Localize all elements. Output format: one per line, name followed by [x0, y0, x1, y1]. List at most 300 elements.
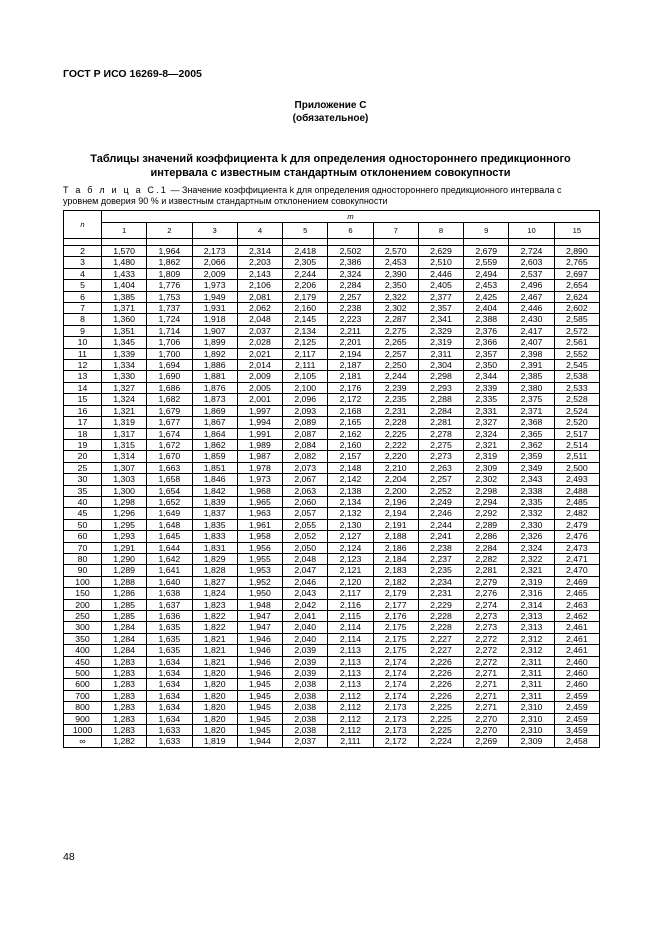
- table-cell: 1,833: [192, 531, 237, 542]
- table-cell: 1,672: [147, 439, 192, 450]
- table-cell: 2,890: [554, 246, 599, 257]
- table-cell: 1,288: [102, 576, 147, 587]
- table-cell: 1,385: [102, 291, 147, 302]
- table-cell: 2,138: [328, 485, 373, 496]
- table-cell: 2,288: [418, 394, 463, 405]
- table-cell: 2,344: [464, 371, 509, 382]
- column-header-m-7: 7: [373, 223, 418, 239]
- table-cell: 1,682: [147, 394, 192, 405]
- table-cell: 1,824: [192, 588, 237, 599]
- table-cell: 1,831: [192, 542, 237, 553]
- table-cell: 1,645: [147, 531, 192, 542]
- table-cell: 1,864: [192, 428, 237, 439]
- table-row: [64, 645, 600, 656]
- table-cell: 1,283: [102, 702, 147, 713]
- table-cell: 1,679: [147, 405, 192, 416]
- table-cell: 2,225: [418, 725, 463, 736]
- table-cell: 2,239: [373, 382, 418, 393]
- table-cell: 1,296: [102, 508, 147, 519]
- table-cell: 2,257: [328, 291, 373, 302]
- table-cell: 2,173: [192, 246, 237, 257]
- table-cell: 2,533: [554, 382, 599, 393]
- table-cell: 2,561: [554, 337, 599, 348]
- table-cell: 1,820: [192, 690, 237, 701]
- table-cell: 2,271: [464, 679, 509, 690]
- table-cell: 2,316: [509, 588, 554, 599]
- table-cell: 1,899: [192, 337, 237, 348]
- table-cell: 2,046: [283, 576, 328, 587]
- row-label-n: 45: [64, 508, 102, 519]
- table-cell: 2,314: [237, 246, 282, 257]
- table-row: [64, 417, 600, 428]
- table-cell: 2,404: [464, 303, 509, 314]
- table-cell: 2,473: [554, 542, 599, 553]
- table-cell: 2,037: [237, 325, 282, 336]
- table-cell: 1,947: [237, 622, 282, 633]
- table-cell: 1,776: [147, 280, 192, 291]
- table-cell: 1,876: [192, 382, 237, 393]
- table-cell: 1,965: [237, 496, 282, 507]
- table-cell: 1,842: [192, 485, 237, 496]
- table-cell: 2,112: [328, 702, 373, 713]
- table-cell: 2,200: [373, 485, 418, 496]
- table-cell: 2,273: [464, 611, 509, 622]
- row-label-n: 19: [64, 439, 102, 450]
- table-cell: 2,043: [283, 588, 328, 599]
- table-cell: 2,380: [509, 382, 554, 393]
- table-cell: 2,120: [328, 576, 373, 587]
- table-cell: 2,172: [373, 736, 418, 747]
- table-cell: 2,160: [328, 439, 373, 450]
- table-cell: 2,173: [373, 725, 418, 736]
- table-cell: 2,048: [283, 553, 328, 564]
- table-cell: 2,624: [554, 291, 599, 302]
- table-cell: 2,654: [554, 280, 599, 291]
- table-cell: 2,114: [328, 633, 373, 644]
- table-cell: 1,285: [102, 611, 147, 622]
- row-label-n: 30: [64, 474, 102, 485]
- table-cell: 2,228: [373, 417, 418, 428]
- table-cell: 1,634: [147, 656, 192, 667]
- table-cell: 2,244: [373, 371, 418, 382]
- table-row: [64, 280, 600, 291]
- table-cell: 2,552: [554, 348, 599, 359]
- table-cell: 2,368: [509, 417, 554, 428]
- table-cell: 2,459: [554, 713, 599, 724]
- table-cell: 2,335: [509, 496, 554, 507]
- table-cell: 2,603: [509, 257, 554, 268]
- table-cell: 2,326: [509, 531, 554, 542]
- table-cell: 2,117: [328, 588, 373, 599]
- table-cell: 1,958: [237, 531, 282, 542]
- table-cell: 2,009: [237, 371, 282, 382]
- table-cell: 2,186: [373, 542, 418, 553]
- table-cell: 1,809: [147, 268, 192, 279]
- table-cell: 2,330: [509, 519, 554, 530]
- table-cell: 1,634: [147, 702, 192, 713]
- table-cell: 1,737: [147, 303, 192, 314]
- table-row: [64, 394, 600, 405]
- column-header-m-15: 15: [554, 223, 599, 239]
- table-cell: 2,181: [328, 371, 373, 382]
- table-cell: 2,282: [464, 553, 509, 564]
- table-cell: 1,973: [237, 474, 282, 485]
- row-label-n: 300: [64, 622, 102, 633]
- table-cell: 1,945: [237, 679, 282, 690]
- table-cell: 2,100: [283, 382, 328, 393]
- table-cell: 1,291: [102, 542, 147, 553]
- table-cell: 2,210: [373, 462, 418, 473]
- table-row: [64, 496, 600, 507]
- table-cell: 2,227: [418, 645, 463, 656]
- table-cell: 2,265: [373, 337, 418, 348]
- table-cell: 2,365: [509, 428, 554, 439]
- table-cell: 2,362: [509, 439, 554, 450]
- table-cell: 2,305: [283, 257, 328, 268]
- table-cell: 2,114: [328, 622, 373, 633]
- table-cell: 2,511: [554, 451, 599, 462]
- table-cell: 1,652: [147, 496, 192, 507]
- table-cell: 1,955: [237, 553, 282, 564]
- table-cell: 1,351: [102, 325, 147, 336]
- table-cell: 2,313: [509, 611, 554, 622]
- table-cell: 1,371: [102, 303, 147, 314]
- table-cell: 1,820: [192, 713, 237, 724]
- table-cell: 1,334: [102, 360, 147, 371]
- table-cell: 2,335: [464, 394, 509, 405]
- table-cell: 1,283: [102, 679, 147, 690]
- table-cell: 2,385: [509, 371, 554, 382]
- table-cell: 1,284: [102, 645, 147, 656]
- table-cell: 1,690: [147, 371, 192, 382]
- table-cell: 2,274: [464, 599, 509, 610]
- row-header-n: n: [64, 211, 102, 239]
- column-header-m-1: 1: [102, 223, 147, 239]
- table-cell: 2,226: [418, 656, 463, 667]
- table-cell: 1,285: [102, 599, 147, 610]
- table-cell: 1,635: [147, 622, 192, 633]
- table-cell: 2,312: [509, 633, 554, 644]
- table-cell: 2,220: [373, 451, 418, 462]
- table-cell: 2,273: [418, 451, 463, 462]
- table-cell: 1,345: [102, 337, 147, 348]
- table-cell: 2,697: [554, 268, 599, 279]
- table-cell: 2,174: [373, 679, 418, 690]
- table-cell: 1,873: [192, 394, 237, 405]
- row-label-n: 600: [64, 679, 102, 690]
- table-cell: 2,244: [418, 519, 463, 530]
- table-cell: 2,311: [509, 668, 554, 679]
- table-cell: 2,496: [509, 280, 554, 291]
- table-cell: 2,009: [192, 268, 237, 279]
- table-cell: 2,228: [418, 611, 463, 622]
- table-cell: 2,246: [418, 508, 463, 519]
- table-cell: 2,234: [418, 576, 463, 587]
- row-label-n: 80: [64, 553, 102, 564]
- table-cell: 2,191: [373, 519, 418, 530]
- table-cell: 1,869: [192, 405, 237, 416]
- table-cell: 1,956: [237, 542, 282, 553]
- caption-line1: — Значение коэффициента k для определения одностороннего предикционного интервала с: [168, 185, 562, 195]
- table-cell: 2,057: [283, 508, 328, 519]
- table-cell: 2,039: [283, 668, 328, 679]
- table-row: [64, 679, 600, 690]
- table-cell: 2,386: [328, 257, 373, 268]
- row-label-n: 40: [64, 496, 102, 507]
- table-cell: 1,635: [147, 645, 192, 656]
- table-cell: 1,663: [147, 462, 192, 473]
- table-cell: 1,947: [237, 611, 282, 622]
- table-cell: 2,173: [373, 702, 418, 713]
- table-cell: 2,321: [464, 439, 509, 450]
- table-cell: 1,918: [192, 314, 237, 325]
- table-cell: 2,302: [464, 474, 509, 485]
- table-cell: 1,283: [102, 713, 147, 724]
- table-cell: 2,349: [509, 462, 554, 473]
- table-cell: 2,463: [554, 599, 599, 610]
- table-cell: 2,479: [554, 519, 599, 530]
- table-cell: 2,319: [464, 451, 509, 462]
- table-row: [64, 588, 600, 599]
- table-cell: 2,322: [373, 291, 418, 302]
- table-cell: 2,493: [554, 474, 599, 485]
- table-cell: 2,375: [509, 394, 554, 405]
- table-cell: 2,187: [328, 360, 373, 371]
- col-group-header-m: m: [102, 211, 600, 223]
- table-cell: 2,273: [464, 622, 509, 633]
- row-label-n: 9: [64, 325, 102, 336]
- table-cell: 2,179: [283, 291, 328, 302]
- table-cell: 1,634: [147, 690, 192, 701]
- table-cell: 2,082: [283, 451, 328, 462]
- table-cell: 1,828: [192, 565, 237, 576]
- table-cell: 1,945: [237, 713, 282, 724]
- table-row: [64, 246, 600, 257]
- table-cell: 2,112: [328, 690, 373, 701]
- table-cell: 2,175: [373, 633, 418, 644]
- table-cell: 1,821: [192, 656, 237, 667]
- table-cell: 2,176: [328, 382, 373, 393]
- table-cell: 2,350: [373, 280, 418, 291]
- table-cell: 1,827: [192, 576, 237, 587]
- row-label-n: 50: [64, 519, 102, 530]
- table-cell: 2,270: [464, 713, 509, 724]
- table-cell: 2,116: [328, 599, 373, 610]
- table-row: [64, 360, 600, 371]
- table-cell: 1,694: [147, 360, 192, 371]
- table-cell: 1,283: [102, 656, 147, 667]
- table-cell: 2,162: [328, 428, 373, 439]
- table-cell: 1,963: [237, 508, 282, 519]
- table-cell: 1,946: [237, 668, 282, 679]
- table-cell: 2,405: [418, 280, 463, 291]
- row-label-n: 700: [64, 690, 102, 701]
- table-cell: 2,284: [418, 405, 463, 416]
- appendix-title: Приложение С: [294, 100, 367, 111]
- table-cell: 1,284: [102, 622, 147, 633]
- table-cell: 2,524: [554, 405, 599, 416]
- table-cell: 2,184: [373, 553, 418, 564]
- table-cell: 1,867: [192, 417, 237, 428]
- table-cell: 2,292: [464, 508, 509, 519]
- table-cell: 1,946: [237, 633, 282, 644]
- table-cell: 2,388: [464, 314, 509, 325]
- table-cell: 2,081: [237, 291, 282, 302]
- table-cell: 2,211: [328, 325, 373, 336]
- table-cell: 2,111: [283, 360, 328, 371]
- table-cell: 1,634: [147, 713, 192, 724]
- row-label-n: 400: [64, 645, 102, 656]
- table-body: [64, 246, 600, 748]
- table-cell: 2,559: [464, 257, 509, 268]
- row-label-n: 25: [64, 462, 102, 473]
- table-cell: 2,224: [418, 736, 463, 747]
- table-cell: 2,311: [418, 348, 463, 359]
- table-cell: 1,931: [192, 303, 237, 314]
- table-cell: 2,038: [283, 690, 328, 701]
- table-cell: 1,950: [237, 588, 282, 599]
- table-cell: 2,203: [237, 257, 282, 268]
- table-cell: 2,235: [373, 394, 418, 405]
- table-cell: 2,366: [464, 337, 509, 348]
- table-row: [64, 668, 600, 679]
- table-cell: 2,371: [509, 405, 554, 416]
- table-cell: 2,271: [464, 702, 509, 713]
- table-cell: 2,252: [418, 485, 463, 496]
- table-cell: 2,055: [283, 519, 328, 530]
- table-cell: 1,948: [237, 599, 282, 610]
- table-cell: 2,287: [373, 314, 418, 325]
- table-cell: 2,446: [418, 268, 463, 279]
- row-label-n: 4: [64, 268, 102, 279]
- table-cell: 2,148: [328, 462, 373, 473]
- table-row: [64, 291, 600, 302]
- table-cell: 2,298: [418, 371, 463, 382]
- table-cell: 1,433: [102, 268, 147, 279]
- table-cell: 2,545: [554, 360, 599, 371]
- table-cell: 2,276: [464, 588, 509, 599]
- row-label-n: 60: [64, 531, 102, 542]
- row-label-n: 2: [64, 246, 102, 257]
- table-cell: 2,289: [464, 519, 509, 530]
- table-cell: 2,537: [509, 268, 554, 279]
- table-cell: 2,476: [554, 531, 599, 542]
- table-cell: 1,907: [192, 325, 237, 336]
- table-cell: 2,206: [283, 280, 328, 291]
- document-header: ГОСТ Р ИСО 16269-8—2005: [63, 68, 202, 80]
- table-cell: 1,330: [102, 371, 147, 382]
- table-row: [64, 428, 600, 439]
- table-row: [64, 337, 600, 348]
- header-gap: [64, 239, 600, 246]
- table-cell: 1,881: [192, 371, 237, 382]
- table-cell: 1,978: [237, 462, 282, 473]
- table-cell: 2,172: [328, 394, 373, 405]
- table-cell: 2,040: [283, 633, 328, 644]
- table-cell: 1,298: [102, 496, 147, 507]
- table-cell: 1,324: [102, 394, 147, 405]
- table-row: [64, 348, 600, 359]
- table-cell: 2,063: [283, 485, 328, 496]
- table-cell: 2,313: [509, 622, 554, 633]
- table-cell: 1,670: [147, 451, 192, 462]
- table-cell: 2,228: [418, 622, 463, 633]
- table-row: [64, 303, 600, 314]
- table-cell: 2,514: [554, 439, 599, 450]
- table-cell: 2,465: [554, 588, 599, 599]
- table-row: [64, 371, 600, 382]
- table-cell: 2,319: [418, 337, 463, 348]
- row-label-n: 6: [64, 291, 102, 302]
- section-title-line2: интервала с известным стандартным отклонением совокупности: [150, 167, 511, 179]
- table-cell: 2,629: [418, 246, 463, 257]
- table-cell: 2,275: [373, 325, 418, 336]
- table-cell: 2,324: [509, 542, 554, 553]
- table-row: [64, 599, 600, 610]
- table-cell: 2,038: [283, 713, 328, 724]
- table-cell: 2,173: [373, 713, 418, 724]
- table-cell: 2,359: [509, 451, 554, 462]
- table-cell: 2,250: [373, 360, 418, 371]
- table-cell: 2,257: [373, 348, 418, 359]
- table-cell: 2,462: [554, 611, 599, 622]
- table-cell: 2,231: [373, 405, 418, 416]
- table-cell: 1,648: [147, 519, 192, 530]
- table-cell: 2,229: [418, 599, 463, 610]
- table-cell: 2,175: [373, 645, 418, 656]
- row-label-n: ∞: [64, 736, 102, 747]
- table-cell: 2,084: [283, 439, 328, 450]
- table-cell: 1,997: [237, 405, 282, 416]
- table-cell: 2,127: [328, 531, 373, 542]
- table-cell: 2,310: [509, 713, 554, 724]
- table-cell: 1,303: [102, 474, 147, 485]
- table-row: [64, 474, 600, 485]
- table-row: [64, 553, 600, 564]
- table-cell: 2,179: [373, 588, 418, 599]
- table-cell: 1,964: [147, 246, 192, 257]
- table-cell: 2,160: [283, 303, 328, 314]
- table-cell: 2,066: [192, 257, 237, 268]
- table-cell: 1,706: [147, 337, 192, 348]
- column-header-m-2: 2: [147, 223, 192, 239]
- table-cell: 2,194: [328, 348, 373, 359]
- row-label-n: 250: [64, 611, 102, 622]
- table-cell: 1,820: [192, 725, 237, 736]
- table-cell: 2,176: [373, 611, 418, 622]
- table-cell: 2,281: [418, 417, 463, 428]
- table-cell: 2,339: [464, 382, 509, 393]
- table-row: [64, 485, 600, 496]
- table-cell: 1,700: [147, 348, 192, 359]
- table-cell: 2,174: [373, 656, 418, 667]
- table-cell: 1,637: [147, 599, 192, 610]
- table-cell: 2,142: [328, 474, 373, 485]
- table-cell: 1,640: [147, 576, 192, 587]
- column-header-m-3: 3: [192, 223, 237, 239]
- table-cell: 2,312: [509, 645, 554, 656]
- table-cell: 2,226: [418, 679, 463, 690]
- table-cell: 2,304: [418, 360, 463, 371]
- table-cell: 1,635: [147, 633, 192, 644]
- table-cell: 1,289: [102, 565, 147, 576]
- table-cell: 2,001: [237, 394, 282, 405]
- table-row: [64, 325, 600, 336]
- table-cell: 2,145: [283, 314, 328, 325]
- table-cell: 1,886: [192, 360, 237, 371]
- table-row: [64, 508, 600, 519]
- table-cell: 2,021: [237, 348, 282, 359]
